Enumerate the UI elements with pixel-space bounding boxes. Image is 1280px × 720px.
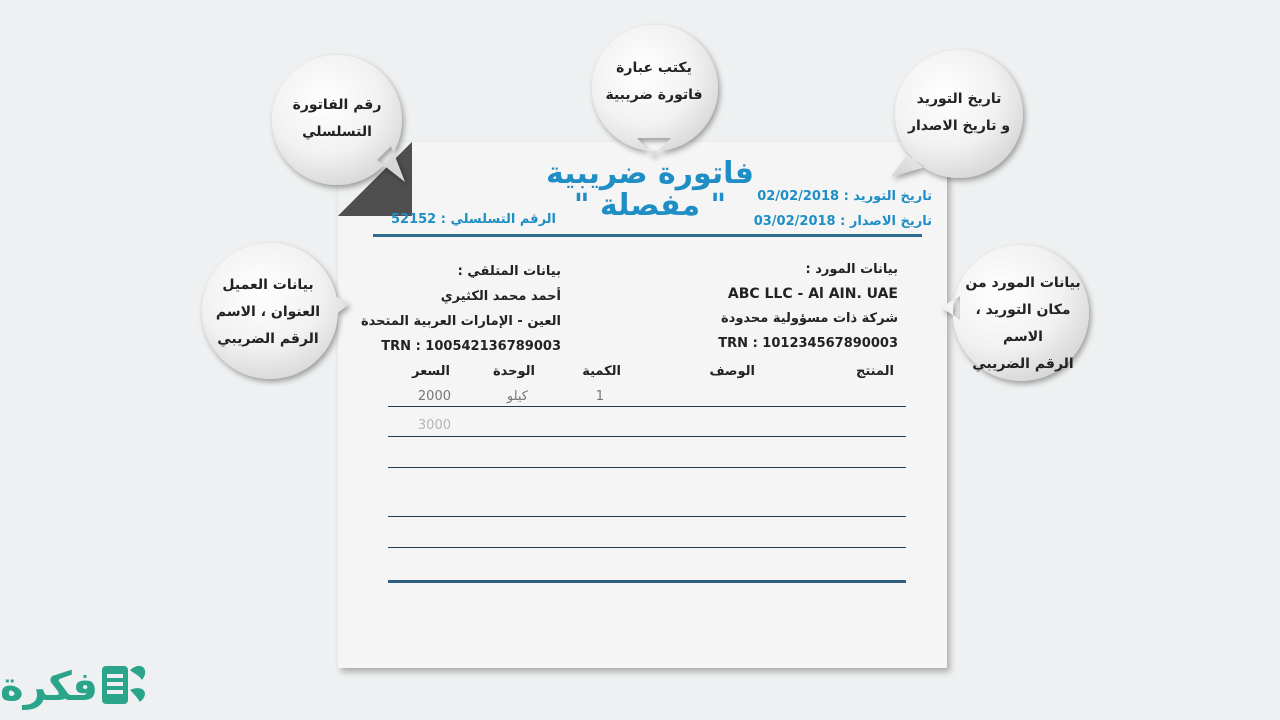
invoice-subtitle: " مفصلة " — [573, 188, 727, 223]
callout-customer-text: بيانات العميل العنوان ، الاسم الرقم الضريبي — [215, 277, 321, 347]
issue-date: تاريخ الاصدار : 03/02/2018 — [753, 214, 932, 229]
table-rule — [388, 516, 906, 517]
supplier-trn: TRN : 101234567890003 — [718, 336, 898, 351]
callout-title-text: يكتب عبارة فاتورة ضريبية — [605, 60, 703, 103]
recipient-heading: بيانات المتلقي : — [457, 264, 561, 279]
header-divider — [373, 234, 922, 237]
recipient-address: العين - الإمارات العربية المتحدة — [361, 314, 561, 329]
brand-book-icon — [98, 660, 253, 720]
table-rule — [388, 406, 906, 407]
supplier-name: ABC LLC - Al AIN. UAE — [727, 286, 898, 302]
row1-quantity: 1 — [595, 389, 604, 404]
callout-serial-text: رقم الفاتورة التسلسلي — [292, 97, 382, 140]
table-rule — [388, 547, 906, 548]
supplier-heading: بيانات المورد : — [805, 262, 898, 277]
col-quantity: الكمية — [582, 364, 621, 379]
col-product: المنتج — [855, 364, 894, 379]
serial-number: الرقم التسلسلي : 52152 — [390, 212, 556, 227]
supplier-type: شركة ذات مسؤولية محدودة — [720, 311, 898, 326]
col-unit: الوحدة — [492, 364, 535, 379]
col-description: الوصف — [709, 364, 755, 379]
callout-dates-text: تاريخ التوريد و تاريخ الاصدار — [907, 91, 1011, 134]
brand-logo — [0, 660, 155, 720]
table-rule-bottom — [388, 580, 906, 583]
table-rule — [388, 467, 906, 468]
row2-price: 3000 — [417, 418, 451, 433]
invoice-title: فاتورة ضريبية — [545, 156, 754, 191]
col-price: السعر — [412, 364, 450, 379]
recipient-trn: TRN : 100542136789003 — [381, 339, 561, 354]
table-rule — [388, 436, 906, 437]
recipient-name: أحمد محمد الكثيري — [440, 289, 561, 304]
supply-date: تاريخ التوريد : 02/02/2018 — [757, 189, 932, 204]
brand-logo-text: فكرة — [0, 664, 98, 710]
row1-price: 2000 — [417, 389, 451, 404]
callout-supplier-text: بيانات المورد من مكان التوريد ، الاسم الرقم الضريبي — [965, 275, 1081, 372]
row1-unit: كيلو — [506, 389, 528, 404]
